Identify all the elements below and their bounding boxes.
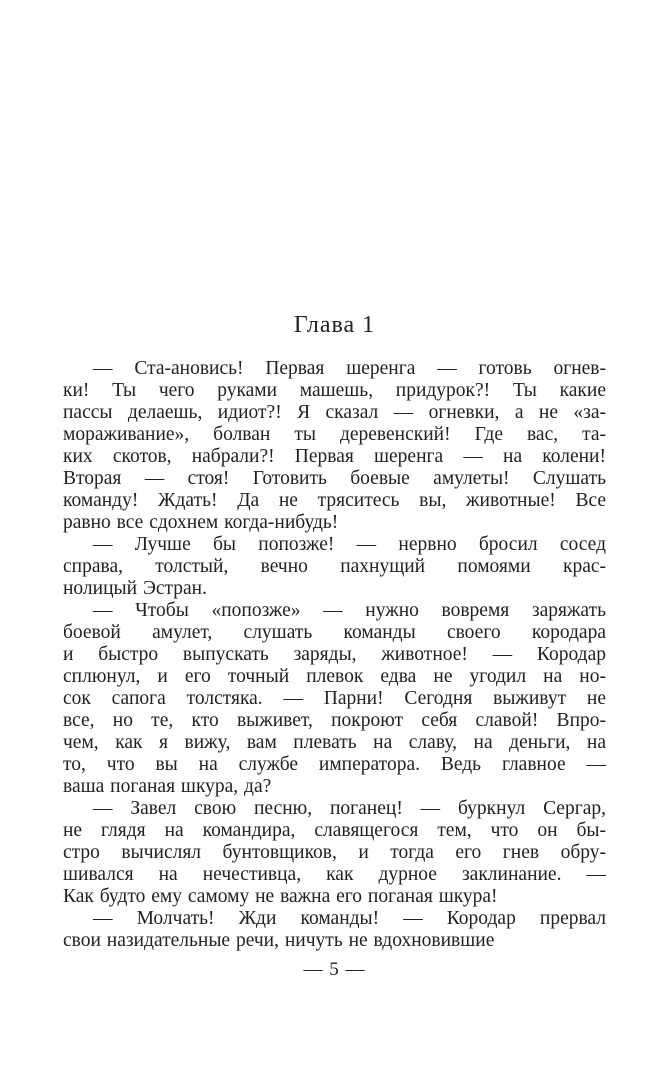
text-line: сплюнул, и его точный плевок едва не угодил на но-	[63, 666, 606, 687]
text-line: Как будто ему самому не важна его поганая шкура!	[63, 886, 498, 907]
text-line: Вторая — стоя! Готовить боевые амулеты! Слушать	[63, 468, 606, 489]
chapter-title: Глава 1	[293, 312, 376, 338]
paragraph	[63, 600, 606, 798]
text-line: команду! Ждать! Да не тряситесь вы, животные! Все	[63, 490, 606, 511]
page-number: — 5 —	[303, 959, 366, 980]
text-line: свои назидательные речи, ничуть не вдохновившие	[63, 930, 495, 951]
text-line: ких скотов, набрали?! Первая шеренга — на колени!	[63, 446, 606, 467]
text-line: ки! Ты чего руками машешь, придурок?! Ты какие	[63, 380, 606, 401]
text-line: все, но те, кто выживет, покроют себя славой! Впро-	[63, 710, 606, 731]
text-line: ваша поганая шкура, да?	[63, 776, 272, 797]
text-line: боевой амулет, слушать команды своего кородара	[63, 622, 606, 643]
paragraph	[63, 358, 606, 534]
text-line: нолицый Эстран.	[63, 578, 207, 599]
text-block	[63, 358, 606, 952]
text-line: то, что вы на службе императора. Ведь главное —	[63, 754, 606, 775]
text-line: мораживание», болван ты деревенский! Где вас, та-	[63, 424, 606, 445]
text-line: — Завел свою песню, поганец! — буркнул Сергар,	[93, 798, 606, 819]
text-line: равно все сдохнем когда-нибудь!	[63, 512, 339, 533]
text-line: — Молчать! Жди команды! — Кородар прервал	[93, 908, 606, 929]
text-line: стро вычислял бунтовщиков, и тогда его гнев обру-	[63, 842, 606, 863]
paragraph	[63, 908, 606, 952]
text-line: сок сапога толстяка. — Парни! Сегодня выживут не	[63, 688, 606, 709]
text-line: — Лучше бы попозже! — нервно бросил сосед	[93, 534, 606, 555]
text-line: шивался на нечестивца, как дурное заклинание. —	[63, 864, 606, 885]
text-line: не глядя на командира, славящегося тем, что он бы-	[63, 820, 606, 841]
text-line: — Чтобы «попозже» — нужно вовремя заряжать	[93, 600, 606, 621]
text-line: чем, как я вижу, вам плевать на славу, на деньги, на	[63, 732, 606, 753]
text-line: справа, толстый, вечно пахнущий помоями крас-	[63, 556, 606, 577]
text-line: и быстро выпускать заряды, животное! — Кородар	[63, 644, 606, 665]
paragraph	[63, 798, 606, 908]
paragraph	[63, 534, 606, 600]
text-line: пассы делаешь, идиот?! Я сказал — огневки, а не «за-	[63, 402, 606, 423]
text-line: — Ста-ановись! Первая шеренга — готовь огнев-	[93, 358, 606, 379]
